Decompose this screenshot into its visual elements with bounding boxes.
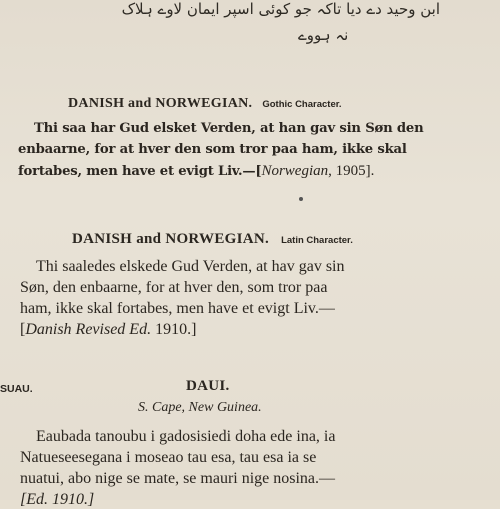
- urdu-text-line-1: ابن وحید دے دیا تاکہ جو کوئی اسپر ایمان لاوے ہلاک: [121, 0, 440, 18]
- gothic-source-name: Norwegian: [261, 163, 329, 179]
- margin-label-suau: SUAU.: [0, 383, 33, 395]
- daui-text-line-3: nuatui, abo nige se mate, se mauri nige nosina.—: [20, 470, 336, 487]
- daui-text-line-2: Natueseesegana i moseao tau esa, tau esa ia se: [20, 449, 317, 466]
- latin-section-heading: [72, 230, 353, 248]
- latin-text-line-1: Thi saaledes elskede Gud Verden, at hav gav sin: [36, 258, 345, 275]
- daui-source-line: [Ed. 1910.]: [20, 491, 95, 508]
- gothic-text-line-3-body: fortabes, men have et evigt Liv.—[: [18, 164, 262, 179]
- latin-heading-title: DANISH and NORWEGIAN.: [72, 231, 270, 247]
- ornament-dot: [299, 197, 303, 201]
- daui-text-line-1: Eaubada tanoubu i gadosisiedi doha ede ina, ia: [36, 428, 336, 445]
- daui-location: S. Cape, New Guinea.: [138, 400, 262, 415]
- gothic-source-year: , 1905].: [328, 163, 375, 179]
- latin-source-open: [: [20, 321, 26, 338]
- gothic-heading-title: DANISH and NORWEGIAN.: [68, 96, 253, 111]
- urdu-text-line-2: نہ ہووے: [298, 26, 349, 44]
- latin-source-line: [20, 321, 196, 339]
- gothic-text-line-3: [18, 162, 374, 180]
- gothic-text-line-2: enbaarne, for at hver den som tror paa ham, ikke skal: [18, 142, 407, 157]
- daui-heading: DAUI.: [186, 378, 230, 394]
- gothic-heading-subtitle: Gothic Character.: [262, 99, 342, 110]
- latin-source-year: 1910.]: [151, 321, 197, 338]
- latin-heading-subtitle: Latin Character.: [281, 235, 353, 246]
- latin-source-name: Danish Revised Ed.: [25, 321, 152, 338]
- gothic-text-line-1: Thi saa har Gud elsket Verden, at han gav sin Søn den: [34, 121, 424, 136]
- latin-text-line-3: ham, ikke skal fortabes, men have et evigt Liv.—: [20, 300, 335, 317]
- gothic-section-heading: [68, 94, 342, 112]
- latin-text-line-2: Søn, den enbaarne, for at hver den, som tror paa: [20, 279, 328, 296]
